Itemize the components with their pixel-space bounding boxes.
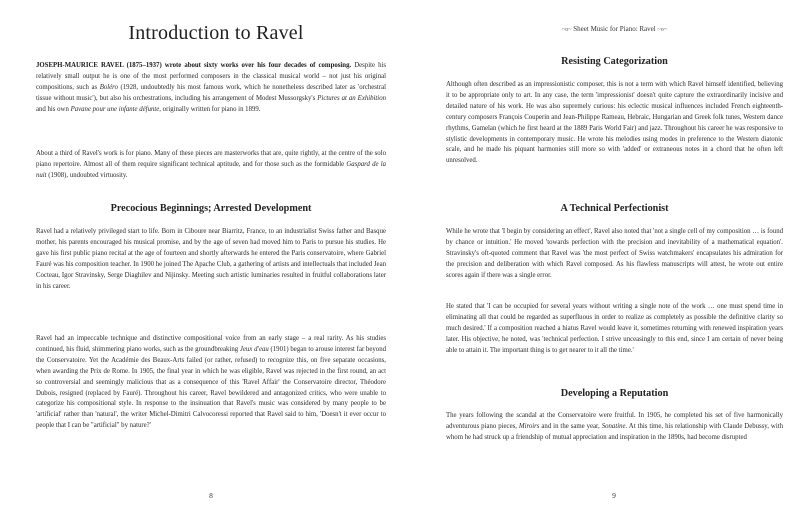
page-title: Introduction to Ravel [128, 22, 304, 44]
technique-paragraph: Ravel had an impeccable technique and distinctive compositional voice from an early stage – a real rarity. As his studies continued, his fluid, shimmering piano works, such as the groundbreaking Jeux d'eau (1901) began to arouse interest far beyond the Conservatoire. Yet the Académie des Beaux-Arts failed (or rather, refused) to recognize this, on five separate occasions, when awarding the Prix de Rome. In 1905, the final year in which he was eligible, Ravel was rejected in the first round, an act so controversial and seemingly malicious that as a consequence of this 'Ravel Affair' the Conservatoire director, Théodore Dubois, resigned (replaced by Fauré). Throughout his career, Ravel bewildered and antagonized critics, who were unable to categorize his compositional style. In response to the insinuation that Ravel's music was considered by many people to be 'artificial' rather than 'natural', the writer Michel-Dimitri Calvocoressi reported that Ravel said to him, 'Doesn't it ever occur to people that I can be "artificial" by nature?' [36, 335, 386, 430]
right-page [446, 0, 783, 520]
left-page [36, 0, 386, 520]
section-heading-developing: Developing a Reputation [560, 388, 669, 399]
clarity-paragraph: He stated that 'I can be occupied for several years without writing a single note of the work … one must spend time in eliminating all that could be regarded as superfluous in order to realize as completely as possible the definitive clarity so much desired.' If a composition reached a hiatus Ravel would leave it, sometimes returning with renewed inspiration years later. His objective, he noted, was 'technical perfection. I strive unceasingly to this end, since I am certain of never being able to attain it. The important thing is to get nearer to it all the time.' [446, 303, 783, 354]
section-heading-resisting: Resisting Categorization [561, 56, 668, 67]
intro-lead: JOSEPH-MAURICE RAVEL (1875–1937) wrote about sixty works over his four decades of composing. [36, 62, 352, 69]
page-number-left: 8 [209, 491, 213, 500]
ornament-left-icon: ~o~ [562, 27, 572, 33]
perfectionist-paragraph: While he wrote that 'I begin by considering an effect', Ravel also noted that 'not a single cell of my composition … is found by chance or intuition.' He moved 'towards perfection with the precision and inevitability of a mathematical equation'. Stravinsky's oft-quoted comment that Ravel was 'the most perfect of Swiss watchmakers' encapsulates his admiration for the precision and deliberation with which Ravel composed. As his flawless manuscripts will attest, he wrote out entire scores again if there was a single error. [446, 228, 783, 279]
section-heading-precocious: Precocious Beginnings; Arrested Development [110, 203, 312, 214]
page-number-right: 9 [612, 491, 616, 500]
section-heading-technical: A Technical Perfectionist [560, 203, 669, 214]
running-head: ~o~ Sheet Music for Piano: Ravel ~o~ [562, 25, 667, 33]
ornament-right-icon: ~o~ [657, 27, 667, 33]
intro-paragraph: JOSEPH-MAURICE RAVEL (1875–1937) wrote about sixty works over his four decades of composing. Despite his relatively small output he is one of the most performed composers in the classical musical world – not just his original compositions, such as Boléro (1928, undoubtedly his most famous work, which he nonetheless described later as 'orchestral tissue without music'), but also his orchestrations, including his arrangement of Modest Mussorgsky's Pictures at an Exhibition and his own Pavane pour une infante défunte, originally written for piano in 1899. [36, 62, 386, 113]
reputation-paragraph: The years following the scandal at the Conservatoire were fruitful. In 1905, he completed his set of five harmonically adventurous piano pieces, Miroirs and in the same year, Sonatine. At this time, his relationship with Claude Debussy, with whom he had struck up a friendship of mutual appreciation and inspiration in the 1890s, had become disrupted [446, 412, 784, 441]
early-life-paragraph: Ravel had a relatively privileged start to life. Born in Ciboure near Biarritz, France, to an industrialist Swiss father and Basque mother, his parents encouraged his musical promise, and by the age of seven had moved him to Paris to pursue his studies. He gave his first public piano recital at the age of fourteen and shortly afterwards he entered the Paris conservatoire, where Gabriel Fauré was his composition teacher. In 1900 he joined The Apache Club, a gathering of artists and intellectuals that included Jean Cocteau, Igor Stravinsky, Serge Diaghilev and Nijinsky. Meeting such artistic luminaries resulted in fruitful collaborations later in his career. [36, 228, 386, 290]
categorization-paragraph: Although often described as an impressionistic composer, this is not a term with which Ravel himself identified, believing it to be appropriate only to art. In any case, the term 'impressionist' doesn't quite capture the extraordinarily incisive and detailed nature of his work. He was also supremely curious: his eclectic musical influences included French eighteenth-century composers François Couperin and Jean-Philippe Rameau, Hebraic, Hungarian and Greek folk tunes, Western dance rhythms, Gamelan (which he first heard at the 1889 Paris World Fair) and jazz. Throughout his career he was responsive to stylistic developments in contemporary music. He wrote his melodies using modes in preference to the Western diatonic scale, and he made his piquant harmonies still more so with 'added' or extraneous notes in a chord that he often left unresolved. [446, 81, 783, 165]
piano-works-paragraph: About a third of Ravel's work is for piano. Many of these pieces are masterworks that are, quite rightly, at the centre of the solo piano repertoire. Almost all of them require significant technical aptitude, and for those such as the formidable Gaspard de la nuit (1908), undoubted virtuosity. [36, 150, 386, 179]
